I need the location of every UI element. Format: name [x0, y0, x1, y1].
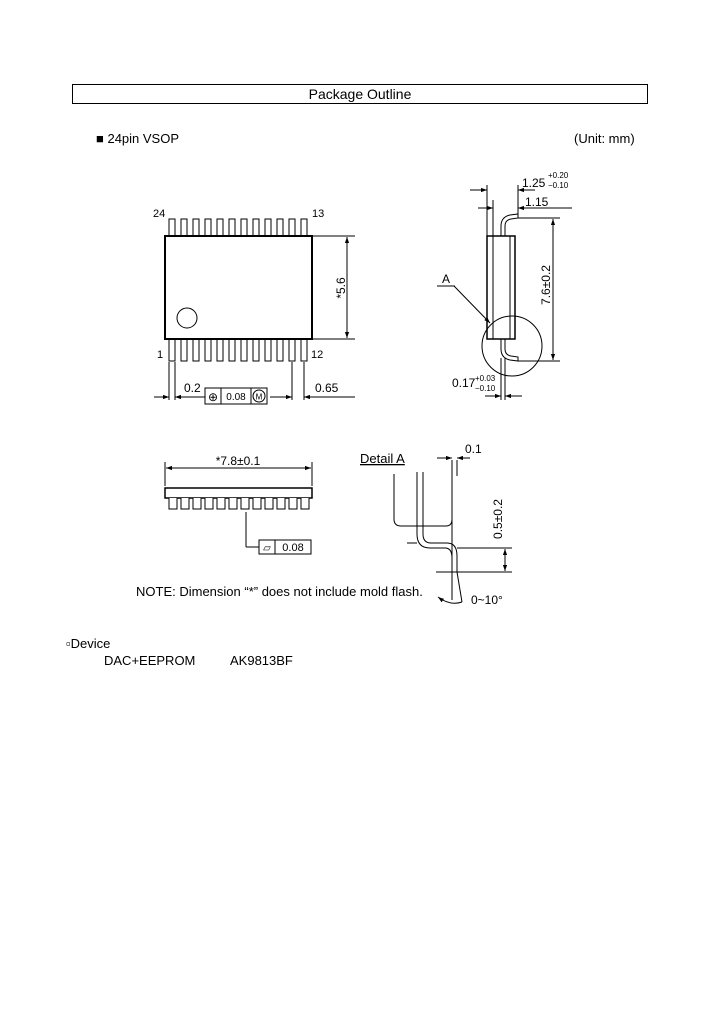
detail-a-title: Detail A	[360, 451, 405, 466]
lead-pin-bottom	[229, 339, 235, 361]
lead-pin-bottom	[265, 339, 271, 361]
lead-pin-front	[253, 498, 261, 509]
lead-pin-front	[241, 498, 249, 509]
lead-pin-top	[289, 219, 295, 236]
length-dim: *7.8±0.1	[215, 454, 261, 468]
lead-pin-top	[181, 219, 187, 236]
lead-pin-top	[241, 219, 247, 236]
position-symbol: ⊕	[207, 390, 219, 404]
square-bullet-icon: ■	[96, 131, 108, 146]
detail-a-labels	[360, 442, 505, 607]
page-title: Package Outline	[72, 84, 648, 104]
lead-pin-top	[205, 219, 211, 236]
lead-pin-bottom	[253, 339, 259, 361]
lead-pin-front	[193, 498, 201, 509]
detail-lead-bend	[417, 534, 457, 572]
pin-label-1: 1	[157, 349, 164, 361]
height-dim-tol-plus: +0.20	[548, 171, 569, 180]
lead-thickness-tol-plus: +0.03	[475, 374, 496, 383]
lead-pin-front	[277, 498, 285, 509]
side-lead-top	[501, 214, 518, 236]
height-dim	[522, 176, 546, 190]
lead-pin-top	[253, 219, 259, 236]
front-body	[165, 488, 312, 498]
front-leads	[169, 498, 309, 509]
bullet-icon: ▫	[66, 636, 71, 651]
lead-pin-bottom	[217, 339, 223, 361]
span-dim: 7.6±0.2	[539, 265, 553, 305]
height-dim-tol-minus: −0.10	[548, 181, 569, 190]
lead-pin-front	[265, 498, 273, 509]
pin-label-24: 24	[153, 208, 166, 220]
unit-label: (Unit: mm)	[574, 131, 635, 146]
lead-pin-front	[181, 498, 189, 509]
angle-ray	[457, 572, 462, 602]
detail-a-leader	[454, 286, 490, 323]
pin-label-12: 12	[311, 349, 324, 361]
lead-pin-bottom	[277, 339, 283, 361]
lead-pin-bottom	[301, 339, 307, 361]
lead-pin-top	[217, 219, 223, 236]
top-view	[154, 219, 355, 404]
height-dim-base: 1.25	[522, 176, 546, 190]
dimension-note: NOTE: Dimension “*” does not include mold flash.	[136, 584, 423, 599]
lead-pin-front	[217, 498, 225, 509]
package-body	[165, 236, 312, 339]
lead-pin-top	[277, 219, 283, 236]
lead-pin-front	[301, 498, 309, 509]
lead-pin-bottom	[193, 339, 199, 361]
pitch-dim: 0.65	[315, 381, 339, 395]
flatness-symbol: ▱	[263, 543, 271, 554]
lead-thickness-base: 0.17	[452, 376, 476, 390]
device-type: DAC+EEPROM	[104, 653, 196, 668]
device-heading	[66, 636, 110, 651]
lead-thickness-tol-minus: −0.10	[475, 384, 496, 393]
lead-pin-top	[193, 219, 199, 236]
lead-pin-top	[265, 219, 271, 236]
lead-pin-bottom	[181, 339, 187, 361]
device-part-number: AK9813BF	[230, 653, 293, 668]
device-label: Device	[70, 636, 111, 651]
lead-pin-front	[205, 498, 213, 509]
lead-pin-bottom	[169, 339, 175, 361]
lead-pin-bottom	[241, 339, 247, 361]
standoff-dim: 1.15	[525, 195, 549, 209]
mmc-symbol: M	[255, 392, 263, 402]
lead-pin-top	[169, 219, 175, 236]
lead-pin-bottom	[289, 339, 295, 361]
lead-pin-bottom	[205, 339, 211, 361]
angle-arc	[438, 597, 462, 603]
lead-pin-top	[229, 219, 235, 236]
detail-a-marker: A	[442, 272, 451, 286]
angle-dim: 0~10°	[471, 593, 503, 607]
lead-pin-front	[289, 498, 297, 509]
bottom-leads	[169, 339, 307, 361]
position-tolerance: 0.08	[226, 392, 246, 403]
side-lead-bottom	[501, 339, 518, 361]
lead-pin-front	[169, 498, 177, 509]
lead-pin-top	[301, 219, 307, 236]
foot-length-dim: 0.5±0.2	[491, 499, 505, 539]
package-label: 24pin VSOP	[107, 131, 180, 146]
top-leads	[169, 219, 307, 236]
lead-width-dim: 0.2	[184, 381, 201, 395]
front-view	[165, 462, 312, 554]
body-height-dim: *5.6	[334, 277, 348, 299]
lead-pin-front	[229, 498, 237, 509]
clearance-dim: 0.1	[465, 442, 482, 456]
side-body	[487, 236, 515, 339]
flatness-tolerance: 0.08	[282, 542, 304, 554]
pin-label-13: 13	[312, 208, 325, 220]
